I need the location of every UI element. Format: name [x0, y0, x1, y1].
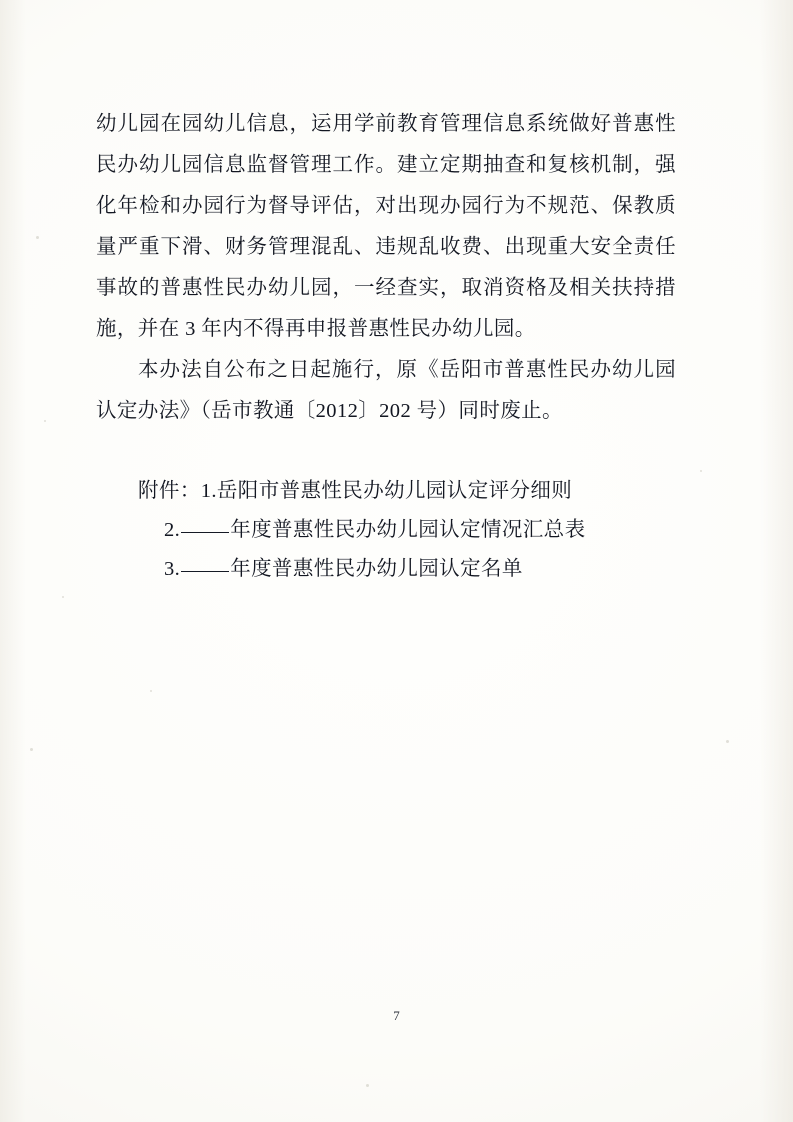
paper-speck	[36, 236, 39, 239]
fill-in-blank	[181, 532, 229, 533]
attachment-list-header	[96, 472, 676, 511]
attachment-2-number: 2.	[164, 519, 181, 541]
attachment-label: 附件：	[138, 480, 201, 502]
attachment-list	[96, 472, 676, 589]
attachment-2-text: 年度普惠性民办幼儿园认定情况汇总表	[230, 519, 586, 541]
document-body	[96, 104, 676, 589]
page-number: 7	[393, 1008, 400, 1023]
paragraph-1: 幼儿园在园幼儿信息，运用学前教育管理信息系统做好普惠性民办幼儿园信息监督管理工作。建立定期抽查和复核机制，强化年检和办园行为督导评估，对出现办园行为不规范、保教质量严重下滑、财务管理混乱、违规乱收费、出现重大安全责任事故的普惠性民办幼儿园，一经查实，取消资格及相关扶持措施，并在 3 年内不得再申报普惠性民办幼儿园。	[96, 113, 676, 340]
paper-speck	[150, 690, 152, 692]
paper-speck	[366, 1084, 369, 1087]
attachment-1-text: 岳阳市普惠性民办幼儿园认定评分细则	[216, 480, 573, 502]
fill-in-blank	[181, 571, 229, 572]
paper-speck	[30, 748, 33, 751]
paper-speck	[700, 470, 702, 472]
paper-speck	[62, 596, 64, 598]
attachment-item-3	[96, 550, 676, 589]
attachment-item-2	[96, 511, 676, 550]
attachment-1-number: 1.	[200, 480, 217, 502]
paper-speck	[726, 740, 729, 743]
paragraph-2: 本办法自公布之日起施行，原《岳阳市普惠性民办幼儿园认定办法》（岳市教通〔2012〕202 号）同时废止。	[96, 359, 676, 422]
attachment-3-number: 3.	[164, 558, 181, 580]
paper-speck	[44, 420, 46, 422]
attachment-3-text: 年度普惠性民办幼儿园认定名单	[230, 558, 523, 580]
